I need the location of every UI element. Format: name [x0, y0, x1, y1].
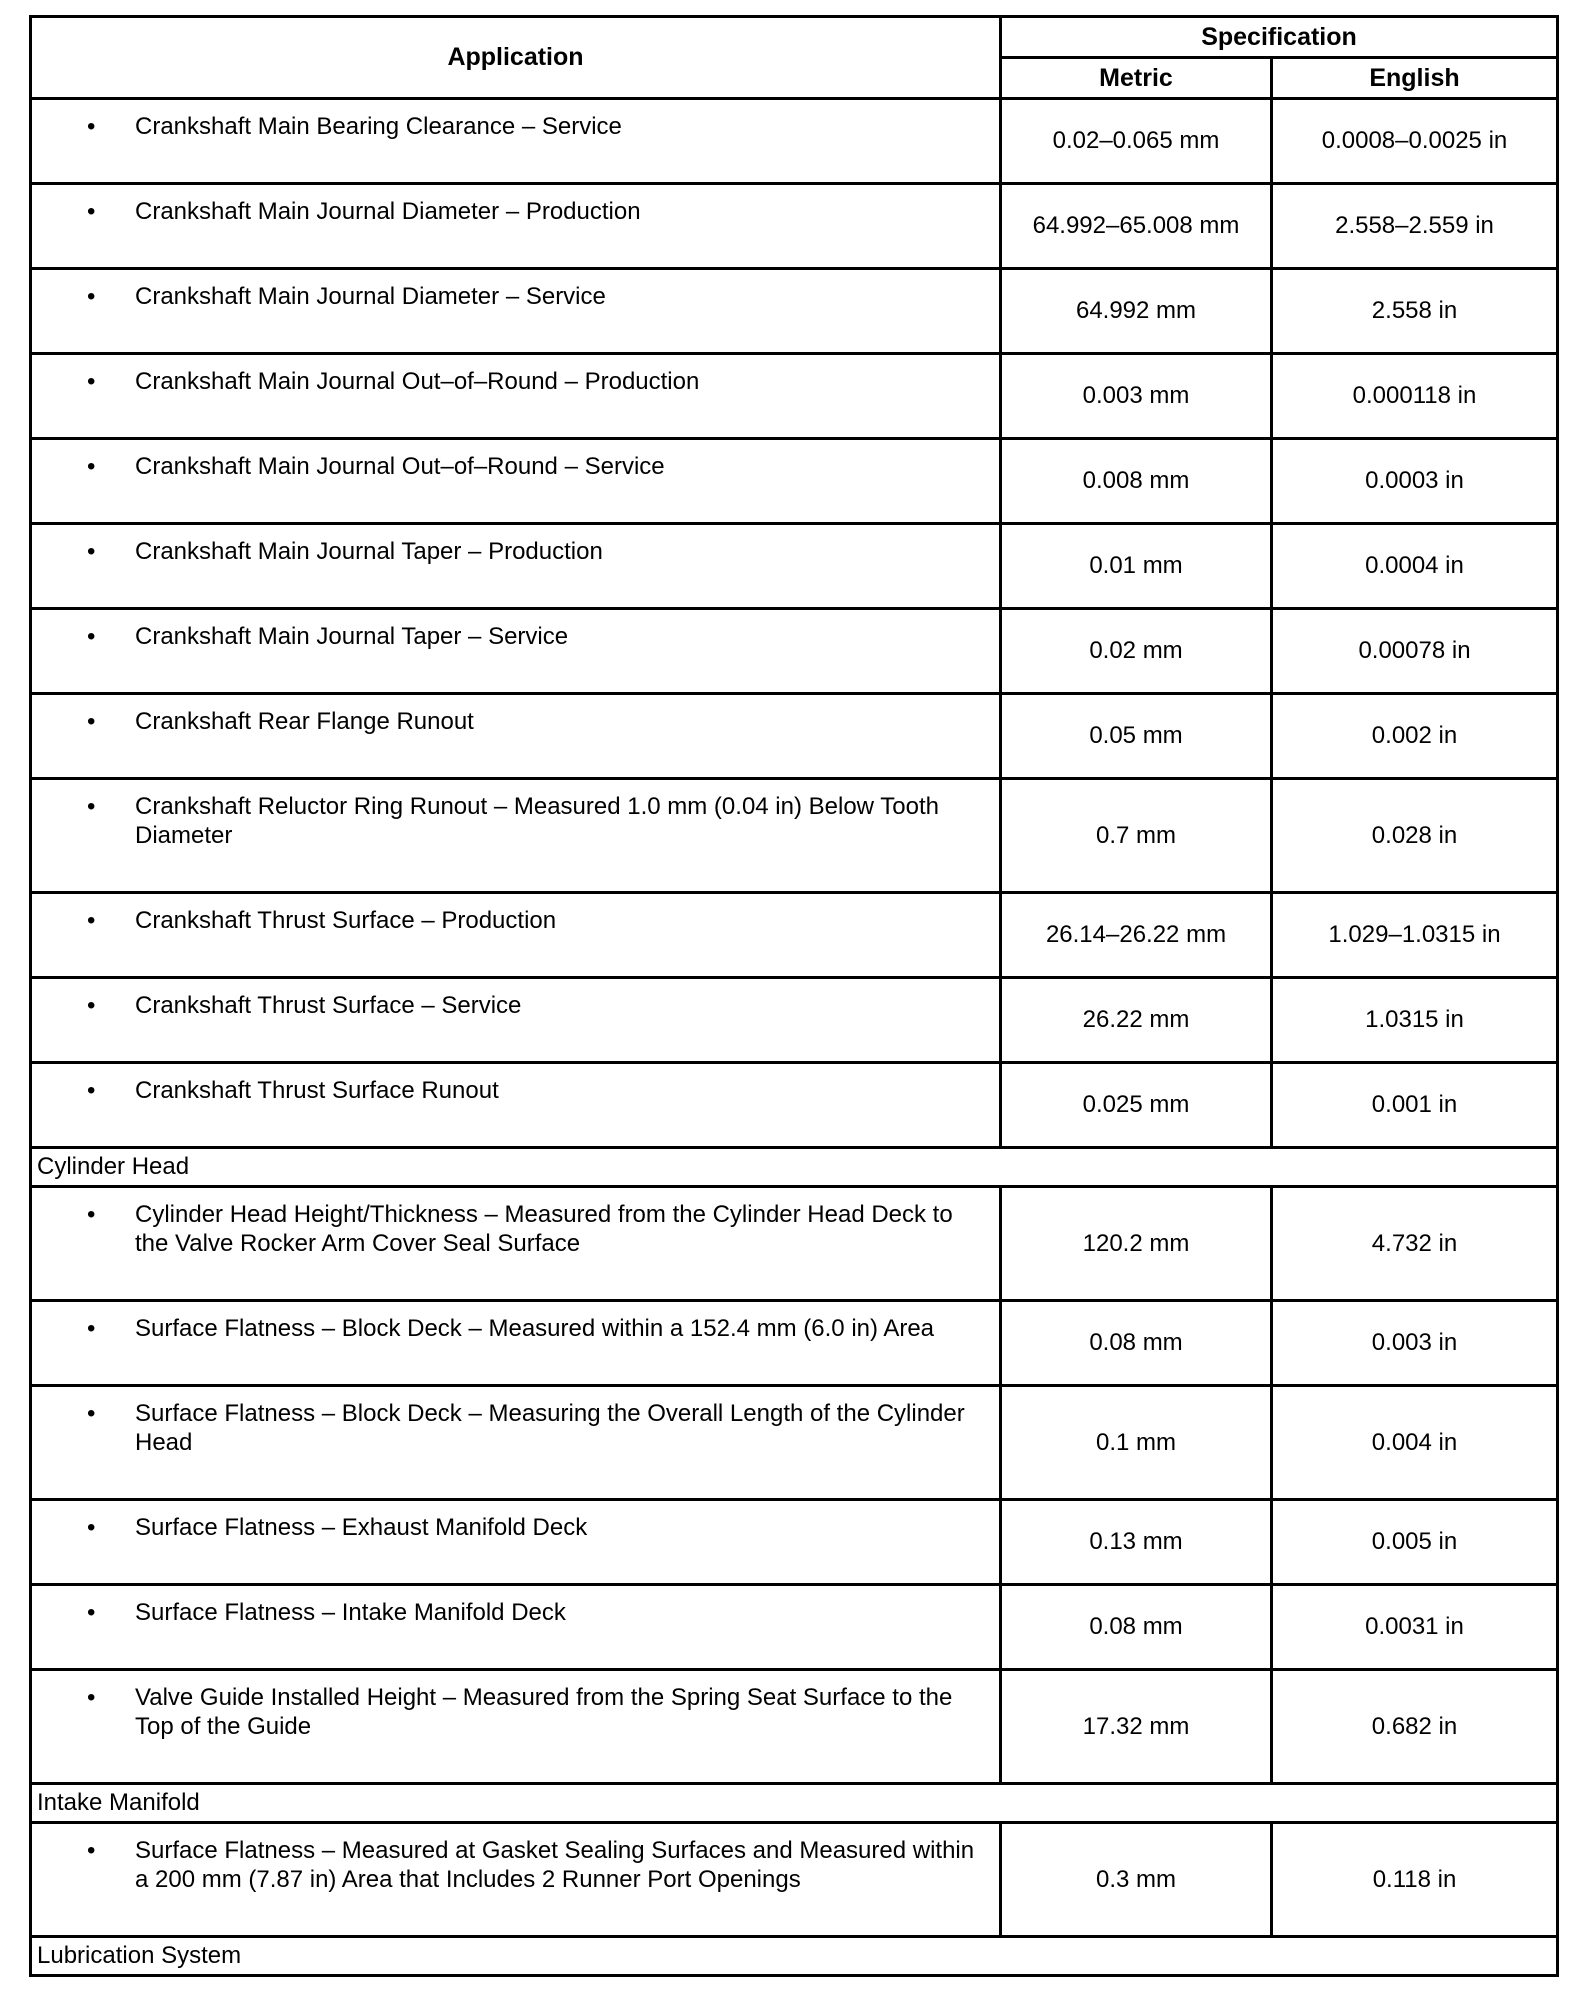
header-row — [31, 17, 1558, 58]
table-row — [31, 1063, 1558, 1148]
section-label: Cylinder Head — [31, 1148, 1558, 1187]
english-value: 0.0008–0.0025 in — [1272, 99, 1558, 184]
english-value: 4.732 in — [1272, 1187, 1558, 1301]
specification-table — [29, 15, 1559, 1977]
bullet-icon: • — [87, 1514, 96, 1541]
application-cell — [31, 1585, 1001, 1670]
english-header: English — [1272, 58, 1558, 99]
application-cell — [31, 1500, 1001, 1585]
bullet-icon: • — [87, 1077, 96, 1104]
application-cell — [31, 1301, 1001, 1386]
english-value: 0.028 in — [1272, 779, 1558, 893]
metric-value: 26.22 mm — [1001, 978, 1272, 1063]
application-cell — [31, 269, 1001, 354]
table-row — [31, 1670, 1558, 1784]
table-row — [31, 99, 1558, 184]
application-cell — [31, 694, 1001, 779]
table-row — [31, 1823, 1558, 1937]
application-text: Crankshaft Main Journal Diameter – Production — [135, 198, 641, 225]
metric-value: 0.08 mm — [1001, 1585, 1272, 1670]
application-text: Crankshaft Main Journal Out–of–Round – Service — [135, 453, 665, 480]
english-value: 0.000118 in — [1272, 354, 1558, 439]
bullet-icon: • — [87, 992, 96, 1019]
metric-value: 120.2 mm — [1001, 1187, 1272, 1301]
english-value: 0.118 in — [1272, 1823, 1558, 1937]
metric-value: 0.003 mm — [1001, 354, 1272, 439]
bullet-icon: • — [87, 198, 96, 225]
bullet-icon: • — [87, 368, 96, 395]
english-value: 2.558–2.559 in — [1272, 184, 1558, 269]
application-cell — [31, 1386, 1001, 1500]
specification-header: Specification — [1001, 17, 1558, 58]
table-row — [31, 779, 1558, 893]
application-cell — [31, 1670, 1001, 1784]
bullet-icon: • — [87, 907, 96, 934]
section-row-lubrication-system — [31, 1937, 1558, 1976]
application-text: Surface Flatness – Intake Manifold Deck — [135, 1599, 566, 1626]
application-cell — [31, 609, 1001, 694]
bullet-icon: • — [87, 1400, 96, 1427]
table-row — [31, 694, 1558, 779]
application-cell — [31, 1063, 1001, 1148]
english-value: 0.682 in — [1272, 1670, 1558, 1784]
application-text: Crankshaft Thrust Surface – Production — [135, 907, 557, 934]
english-value: 0.001 in — [1272, 1063, 1558, 1148]
english-value: 0.0031 in — [1272, 1585, 1558, 1670]
metric-value: 0.01 mm — [1001, 524, 1272, 609]
english-value: 0.0004 in — [1272, 524, 1558, 609]
application-cell — [31, 978, 1001, 1063]
application-text: Surface Flatness – Block Deck – Measured within a 152.4 mm (6.0 in) Area — [135, 1315, 935, 1342]
application-cell — [31, 1823, 1001, 1937]
metric-value: 0.008 mm — [1001, 439, 1272, 524]
spec-table-body — [31, 99, 1558, 1976]
table-row — [31, 439, 1558, 524]
metric-value: 0.05 mm — [1001, 694, 1272, 779]
bullet-icon: • — [87, 793, 96, 820]
english-value: 0.00078 in — [1272, 609, 1558, 694]
english-value: 2.558 in — [1272, 269, 1558, 354]
bullet-icon: • — [87, 113, 96, 140]
table-row — [31, 1585, 1558, 1670]
metric-value: 0.1 mm — [1001, 1386, 1272, 1500]
metric-value: 0.025 mm — [1001, 1063, 1272, 1148]
table-row — [31, 1386, 1558, 1500]
application-text: Crankshaft Main Journal Out–of–Round – Production — [135, 368, 700, 395]
application-text: Surface Flatness – Block Deck – Measuring the Overall Length of the Cylinder Head — [135, 1400, 965, 1456]
application-text: Cylinder Head Height/Thickness – Measured from the Cylinder Head Deck to the Valve Rocker Arm Cover Seal Surface — [135, 1201, 953, 1257]
table-row — [31, 1500, 1558, 1585]
metric-value: 64.992–65.008 mm — [1001, 184, 1272, 269]
bullet-icon: • — [87, 1599, 96, 1626]
bullet-icon: • — [87, 1201, 96, 1228]
application-text: Crankshaft Main Journal Diameter – Service — [135, 283, 606, 310]
metric-value: 0.13 mm — [1001, 1500, 1272, 1585]
english-value: 0.005 in — [1272, 1500, 1558, 1585]
english-value: 0.004 in — [1272, 1386, 1558, 1500]
table-row — [31, 978, 1558, 1063]
application-text: Crankshaft Thrust Surface – Service — [135, 992, 522, 1019]
bullet-icon: • — [87, 283, 96, 310]
table-row — [31, 184, 1558, 269]
application-text: Surface Flatness – Exhaust Manifold Deck — [135, 1514, 588, 1541]
bullet-icon: • — [87, 538, 96, 565]
english-value: 0.0003 in — [1272, 439, 1558, 524]
bullet-icon: • — [87, 708, 96, 735]
metric-value: 17.32 mm — [1001, 1670, 1272, 1784]
metric-value: 64.992 mm — [1001, 269, 1272, 354]
application-header: Application — [31, 17, 1001, 99]
metric-value: 0.02–0.065 mm — [1001, 99, 1272, 184]
application-cell — [31, 99, 1001, 184]
metric-value: 0.7 mm — [1001, 779, 1272, 893]
metric-value: 0.08 mm — [1001, 1301, 1272, 1386]
section-label: Lubrication System — [31, 1937, 1558, 1976]
metric-value: 0.02 mm — [1001, 609, 1272, 694]
section-row-cylinder-head — [31, 1148, 1558, 1187]
section-label: Intake Manifold — [31, 1784, 1558, 1823]
bullet-icon: • — [87, 623, 96, 650]
application-text: Crankshaft Main Journal Taper – Production — [135, 538, 603, 565]
bullet-icon: • — [87, 1837, 96, 1864]
english-value: 1.029–1.0315 in — [1272, 893, 1558, 978]
bullet-icon: • — [87, 1315, 96, 1342]
application-text: Crankshaft Thrust Surface Runout — [135, 1077, 499, 1104]
application-cell — [31, 779, 1001, 893]
metric-value: 0.3 mm — [1001, 1823, 1272, 1937]
table-row — [31, 609, 1558, 694]
bullet-icon: • — [87, 1684, 96, 1711]
metric-value: 26.14–26.22 mm — [1001, 893, 1272, 978]
english-value: 1.0315 in — [1272, 978, 1558, 1063]
application-text: Valve Guide Installed Height – Measured from the Spring Seat Surface to the Top of the Guide — [135, 1684, 953, 1740]
application-text: Crankshaft Rear Flange Runout — [135, 708, 474, 735]
application-text: Crankshaft Main Bearing Clearance – Service — [135, 113, 622, 140]
table-row — [31, 524, 1558, 609]
application-text: Surface Flatness – Measured at Gasket Sealing Surfaces and Measured within a 200 mm (7.87 in) Area that Includes 2 Runner Port Openings — [135, 1837, 975, 1893]
application-cell — [31, 439, 1001, 524]
table-row — [31, 354, 1558, 439]
application-text: Crankshaft Reluctor Ring Runout – Measured 1.0 mm (0.04 in) Below Tooth Diameter — [135, 793, 939, 849]
bullet-icon: • — [87, 453, 96, 480]
table-row — [31, 893, 1558, 978]
application-cell — [31, 354, 1001, 439]
table-row — [31, 1187, 1558, 1301]
table-row — [31, 269, 1558, 354]
section-row-intake-manifold — [31, 1784, 1558, 1823]
table-row — [31, 1301, 1558, 1386]
application-cell — [31, 184, 1001, 269]
english-value: 0.002 in — [1272, 694, 1558, 779]
application-text: Crankshaft Main Journal Taper – Service — [135, 623, 569, 650]
metric-header: Metric — [1001, 58, 1272, 99]
application-cell — [31, 524, 1001, 609]
english-value: 0.003 in — [1272, 1301, 1558, 1386]
application-cell — [31, 893, 1001, 978]
application-cell — [31, 1187, 1001, 1301]
